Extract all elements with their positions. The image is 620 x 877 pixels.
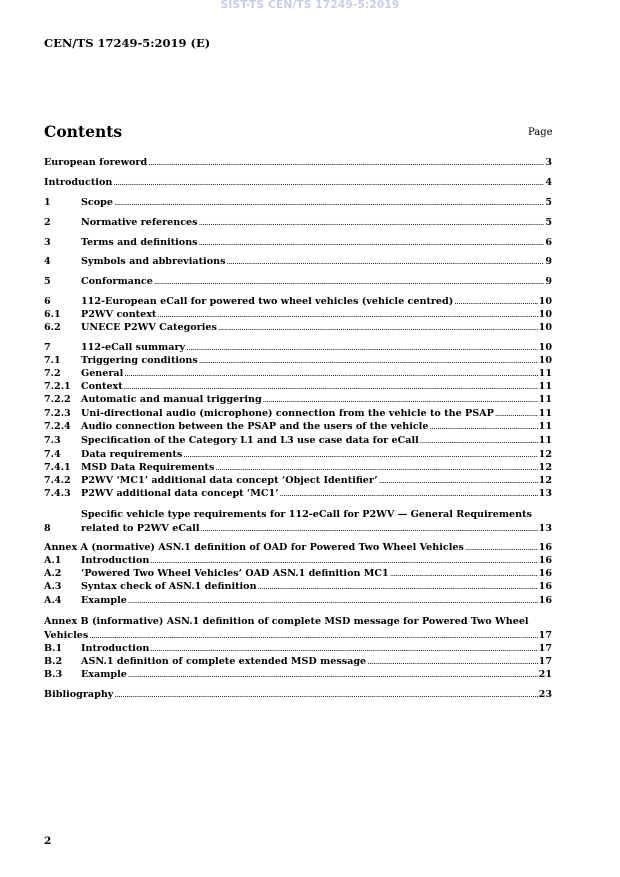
toc-entry-title: Example (81, 595, 127, 606)
toc-entry-title: Triggering conditions (81, 355, 198, 366)
toc-entry-title: P2WV context (81, 309, 157, 320)
toc-entry-number: 7.4.1 (44, 462, 71, 473)
dot-leader (154, 276, 544, 288)
toc-entry-title: Scope (81, 197, 113, 208)
page-column-label: Page (528, 127, 553, 138)
toc-entry-number: 1 (44, 197, 51, 208)
dot-leader (263, 394, 538, 406)
dot-leader (124, 368, 537, 380)
dot-leader (128, 595, 538, 607)
dot-leader (495, 408, 538, 420)
toc-entry-page: 9 (545, 256, 552, 267)
toc-entry[interactable] (44, 523, 552, 535)
dot-leader (465, 542, 538, 554)
toc-entry[interactable] (44, 237, 552, 249)
toc-entry[interactable] (44, 408, 552, 420)
toc-entry-title: Introduction (44, 177, 113, 188)
toc-entry[interactable] (44, 595, 552, 607)
toc-entry-title: P2WV ‘MC1’ additional data concept ‘Object Identifier’ (81, 475, 378, 486)
toc-entry-page: 23 (538, 689, 552, 700)
toc-entry-number: 6 (44, 296, 51, 307)
toc-entry[interactable] (44, 296, 552, 308)
dot-leader (454, 296, 537, 308)
toc-entry-page: 16 (538, 595, 552, 606)
toc-entry-page: 16 (538, 542, 552, 553)
toc-entry-title: ASN.1 definition of complete extended MSD message (81, 656, 367, 667)
toc-entry-title: Terms and definitions (81, 237, 198, 248)
dot-leader (429, 421, 537, 433)
dot-leader (379, 475, 538, 487)
contents-title: Contents (44, 122, 123, 141)
toc-entry-page: 6 (545, 237, 552, 248)
toc-entry[interactable] (44, 256, 552, 268)
toc-entry-number: 2 (44, 217, 51, 228)
toc-entry-number: B.1 (44, 643, 63, 654)
toc-entry-number: 7.2 (44, 368, 61, 379)
toc-entry-title: Conformance (81, 276, 153, 287)
toc-entry-page: 16 (538, 555, 552, 566)
toc-entry-page: 11 (538, 368, 552, 379)
dot-leader (199, 217, 545, 229)
dot-leader (157, 309, 537, 321)
toc-entry-page: 13 (538, 488, 552, 499)
toc-entry-number: 7.4 (44, 449, 61, 460)
dot-leader (89, 630, 537, 642)
dot-leader (150, 555, 537, 567)
toc-entry-page: 10 (538, 355, 552, 366)
toc-entry-number: B.2 (44, 656, 63, 667)
toc-entry[interactable] (44, 381, 552, 393)
toc-entry-number: 7.2.4 (44, 421, 71, 432)
toc-entry-number: A.1 (44, 555, 62, 566)
dot-leader (226, 256, 544, 268)
toc-entry-page: 16 (538, 581, 552, 592)
toc-entry[interactable] (44, 421, 552, 433)
page-number: 2 (44, 835, 52, 847)
toc-entry[interactable] (44, 217, 552, 229)
dot-leader (148, 157, 544, 169)
dot-leader (367, 656, 537, 668)
toc-entry-number: 7.2.2 (44, 394, 71, 405)
toc-entry-page: 17 (538, 630, 552, 641)
dot-leader (200, 523, 537, 535)
toc-entry-page: 5 (545, 217, 552, 228)
toc-entry-title: Bibliography (44, 689, 114, 700)
dot-leader (150, 643, 537, 655)
toc-entry[interactable] (44, 542, 552, 554)
toc-entry-title: Uni-directional audio (microphone) connection from the vehicle to the PSAP (81, 408, 494, 419)
toc-entry[interactable] (44, 643, 552, 655)
toc-entry-page: 17 (538, 656, 552, 667)
toc-entry-title: Symbols and abbreviations (81, 256, 226, 267)
toc-entry[interactable] (44, 488, 552, 500)
toc-entry-page: 3 (545, 157, 552, 168)
toc-entry-title: Audio connection between the PSAP and the users of the vehicle (81, 421, 429, 432)
toc-entry-title: Data requirements (81, 449, 183, 460)
toc-entry-title: European foreword (44, 157, 148, 168)
toc-entry-number: B.3 (44, 669, 63, 680)
toc-entry[interactable] (44, 689, 552, 701)
toc-entry-title: Automatic and manual triggering (81, 394, 262, 405)
toc-entry-page: 10 (538, 296, 552, 307)
toc-entry-title: Example (81, 669, 127, 680)
toc-entry-page: 10 (538, 309, 552, 320)
toc-entry[interactable] (44, 581, 552, 593)
dot-leader (199, 237, 545, 249)
toc-entry-title: Syntax check of ASN.1 definition (81, 581, 257, 592)
watermark: SIST-TS CEN/TS 17249-5:2019 (220, 0, 400, 11)
toc-entry-title: 112-European eCall for powered two wheel vehicles (vehicle centred) (81, 296, 454, 307)
dot-leader (280, 488, 538, 500)
toc-entry-title: Context (81, 381, 123, 392)
toc-entry[interactable] (44, 157, 552, 169)
toc-entry-page: 10 (538, 322, 552, 333)
toc-entry-number: 7.1 (44, 355, 61, 366)
toc-entry[interactable] (44, 669, 552, 681)
dot-leader (124, 381, 538, 393)
toc-entry[interactable] (44, 276, 552, 288)
toc-entry-page: 11 (538, 435, 552, 446)
toc-entry-number: 7.4.2 (44, 475, 71, 486)
toc-entry-number: 7.2.3 (44, 408, 71, 419)
dot-leader (183, 449, 537, 461)
toc-entry[interactable] (44, 197, 552, 209)
toc-entry-page: 12 (538, 449, 552, 460)
toc-entry-title: 112-eCall summary (81, 342, 186, 353)
toc-entry[interactable] (44, 368, 552, 380)
toc-entry-number: 3 (44, 237, 51, 248)
dot-leader (186, 342, 538, 354)
toc-entry[interactable] (44, 355, 552, 367)
dot-leader (420, 435, 538, 447)
toc-entry-page: 21 (538, 669, 552, 680)
dot-leader (114, 689, 537, 701)
toc-entry-page: 11 (538, 421, 552, 432)
toc-entry[interactable] (44, 555, 552, 567)
toc-entry-page: 4 (545, 177, 552, 188)
toc-entry-number: 6.2 (44, 322, 61, 333)
toc-entry-number: 8 (44, 523, 51, 534)
toc-entry[interactable] (44, 322, 552, 334)
toc-entry-title-line1: Annex B (informative) ASN.1 definition of complete MSD message for Powered Two Wheel (44, 616, 529, 627)
toc-entry[interactable] (44, 394, 552, 406)
toc-entry-title: Specification of the Category L1 and L3 use case data for eCall (81, 435, 419, 446)
dot-leader (258, 581, 538, 593)
toc-entry[interactable] (44, 656, 552, 668)
dot-leader (128, 669, 538, 681)
dot-leader (390, 568, 538, 580)
toc-entry-page: 12 (538, 475, 552, 486)
toc-entry-title: P2WV additional data concept ‘MC1’ (81, 488, 279, 499)
toc-entry-page: 13 (538, 523, 552, 534)
toc-entry[interactable] (44, 630, 552, 642)
toc-entry-page: 11 (538, 408, 552, 419)
toc-entry-number: 6.1 (44, 309, 61, 320)
toc-entry-title: Introduction (81, 555, 150, 566)
toc-entry-number: 7.3 (44, 435, 61, 446)
toc-entry-title: related to P2WV eCall (81, 523, 200, 534)
toc-entry-number: 7.2.1 (44, 381, 71, 392)
toc-entry[interactable] (44, 462, 552, 474)
toc-entry[interactable] (44, 309, 552, 321)
toc-entry-number: 4 (44, 256, 51, 267)
dot-leader (113, 177, 544, 189)
toc-entry-number: 7 (44, 342, 51, 353)
dot-leader (218, 322, 538, 334)
document-id: CEN/TS 17249-5:2019 (E) (44, 36, 211, 50)
dot-leader (114, 197, 544, 209)
toc-entry-page: 16 (538, 568, 552, 579)
toc-entry-page: 10 (538, 342, 552, 353)
dot-leader (215, 462, 537, 474)
toc-entry[interactable] (44, 435, 552, 447)
toc-entry-page: 11 (538, 394, 552, 405)
toc-entry[interactable] (44, 449, 552, 461)
toc-entry-title: MSD Data Requirements (81, 462, 215, 473)
toc-entry-title: Vehicles (44, 630, 89, 641)
toc-entry-page: 17 (538, 643, 552, 654)
toc-entry-title: ‘Powered Two Wheel Vehicles’ OAD ASN.1 definition MC1 (81, 568, 389, 579)
toc-entry-page: 12 (538, 462, 552, 473)
toc-entry-number: A.3 (44, 581, 62, 592)
toc-entry-number: 7.4.3 (44, 488, 71, 499)
toc-entry-page: 11 (538, 381, 552, 392)
toc-entry-title-line1: Specific vehicle type requirements for 112-eCall for P2WV — General Requirements (81, 509, 532, 520)
toc-entry-number: 5 (44, 276, 51, 287)
toc-entry-number: A.4 (44, 595, 62, 606)
toc-entry[interactable] (44, 342, 552, 354)
toc-entry[interactable] (44, 568, 552, 580)
toc-entry-page: 9 (545, 276, 552, 287)
toc-entry-title: Annex A (normative) ASN.1 definition of OAD for Powered Two Wheel Vehicles (44, 542, 464, 553)
toc-entry-page: 5 (545, 197, 552, 208)
toc-entry-title: General (81, 368, 124, 379)
toc-entry[interactable] (44, 475, 552, 487)
toc-entry-number: A.2 (44, 568, 62, 579)
toc-entry[interactable] (44, 177, 552, 189)
dot-leader (199, 355, 538, 367)
toc-entry-title: UNECE P2WV Categories (81, 322, 217, 333)
toc-entry-title: Normative references (81, 217, 198, 228)
toc-entry-title: Introduction (81, 643, 150, 654)
